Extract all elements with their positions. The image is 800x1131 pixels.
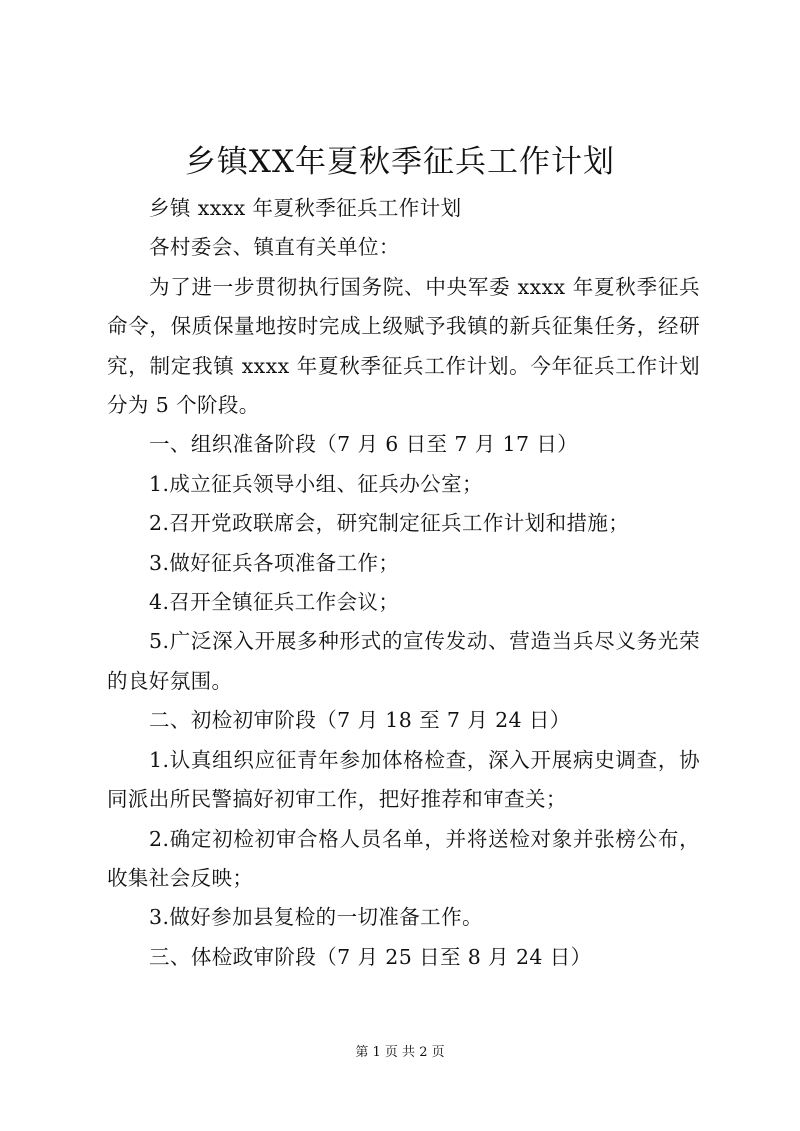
paragraph: 为了进一步贯彻执行国务院、中央军委 xxxx 年夏秋季征兵命令，保质保量地按时完成上级赋予我镇的新兵征集任务，经研究，制定我镇 xxxx 年夏秋季征兵工作计划。今年征兵工作计划分为 5 个阶段。 [107,274,700,418]
list-item: 1.认真组织应征青年参加体格检查，深入开展病史调查，协同派出所民警搞好初审工作，把好推荐和审查关； [107,747,700,812]
section-heading: 三、体检政审阶段（7 月 25 日至 8 月 24 日） [149,944,592,969]
page-footer: 第 1 页 共 2 页 [355,1045,445,1060]
paragraph: 乡镇 xxxx 年夏秋季征兵工作计划 [149,196,462,220]
list-item: 2.召开党政联席会，研究制定征兵工作计划和措施； [149,511,630,536]
document-title: 乡镇XX年夏秋季征兵工作计划 [184,144,616,180]
section-heading: 一、组织准备阶段（7 月 6 日至 7 月 17 日） [149,432,579,457]
paragraph: 各村委会、镇直有关单位： [149,235,400,260]
list-item: 5.广泛深入开展多种形式的宣传发动、营造当兵尽义务光荣的良好氛围。 [107,629,700,693]
list-item: 3.做好征兵各项准备工作； [149,550,400,575]
list-item: 1.成立征兵领导小组、征兵办公室； [149,471,483,496]
list-item: 2.确定初检初审合格人员名单，并将送检对象并张榜公布，收集社会反映； [107,826,700,890]
section-heading: 二、初检初审阶段（7 月 18 至 7 月 24 日） [149,708,571,733]
list-item: 4.召开全镇征兵工作会议； [149,590,400,615]
document-body [107,189,700,977]
list-item: 3.做好参加县复检的一切准备工作。 [149,905,483,930]
